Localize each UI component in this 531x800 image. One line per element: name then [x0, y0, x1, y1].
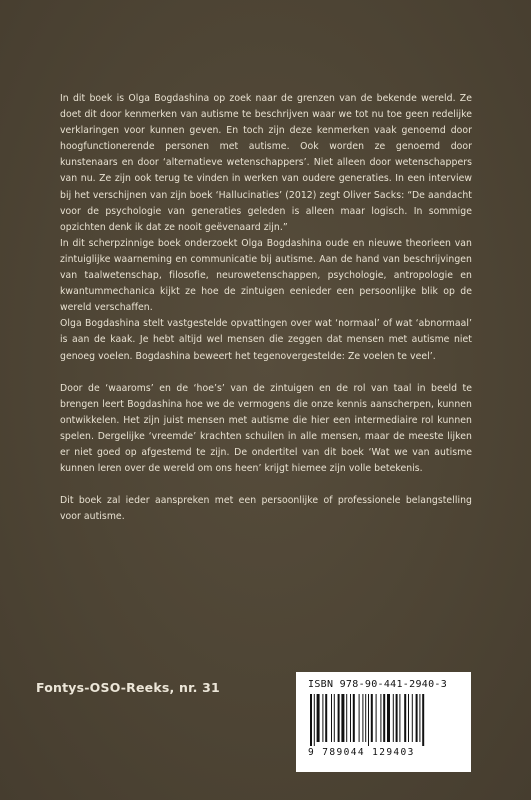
blurb-text	[60, 91, 472, 525]
blurb-paragraph-3: Olga Bogdashina stelt vastgestelde opvattingen over wat ‘normaal’ of wat ‘abnormaal’ is aan de kaak. Je hebt altijd wel mensen die zeggen dat mensen met autisme niet genoeg voelen. Bogdashina beweert het tegenovergestelde: Ze voelen te veel’.	[60, 318, 472, 362]
series-label: Fontys-OSO-Reeks, nr. 31	[36, 680, 220, 695]
blurb-paragraph-2: In dit scherpzinnige boek onderzoekt Olga Bogdashina oude en nieuwe theorieen van zintuiglijke waarneming en communicatie bij autisme. Aan de hand van beschrijvingen van taalwetenschap, filosofie, neurowetenschappen, psychologie, antropologie en kwantummechanica kijkt ze hoe de zintuigen eenieder een persoonlijke blik op de wereld verschaffen.	[60, 237, 472, 314]
isbn-label: ISBN 978-90-441-2940-3	[308, 679, 448, 690]
barcode-box	[296, 672, 471, 772]
barcode-bars	[308, 694, 461, 746]
blurb-paragraph-5: Dit boek zal ieder aanspreken met een persoonlijke of professionele belangstelling voor autisme.	[60, 495, 472, 523]
ean-digits: 9 789044 129403	[308, 747, 415, 758]
blurb-paragraph-1: In dit boek is Olga Bogdashina op zoek naar de grenzen van de bekende wereld. Ze doet dit door kenmerken van autisme te beschrijven waar we tot nu toe geen redelijke verklaringen voor kunnen geven. En toch zijn deze kenmerken vaak genoemd door hoogfunctionerende personen met autisme. Ook worden ze genoemd door kunstenaars en door ‘alternatieve wetenschappers’. Niet alleen door wetenschappers van nu. Ze zijn ook terug te vinden in werken van oudere generaties. In een interview bij het verschijnen van zijn boek ‘Hallucinaties’ (2012) zegt Oliver Sacks: “De aandacht voor de psychologie van generaties geleden is alleen maar logisch. In sommige opzichten denk ik dat ze nooit geëvenaard zijn.”	[60, 93, 472, 233]
blurb-paragraph-4: Door de ‘waaroms’ en de ‘hoe’s’ van de zintuigen en de rol van taal in beeld te brengen leert Bogdashina hoe we de vermogens die onze kennis aanscherpen, kunnen ontwikkelen. Het zijn juist mensen met autisme die hier een intermediaire rol kunnen spelen. Dergelijke ‘vreemde’ krachten schuilen in alle mensen, maar de meeste lijken er niet goed op afgestemd te zijn. De ondertitel van dit boek ‘Wat we van autisme kunnen leren over de wereld om ons heen’ krijgt hiemee zijn volle betekenis.	[60, 382, 472, 475]
